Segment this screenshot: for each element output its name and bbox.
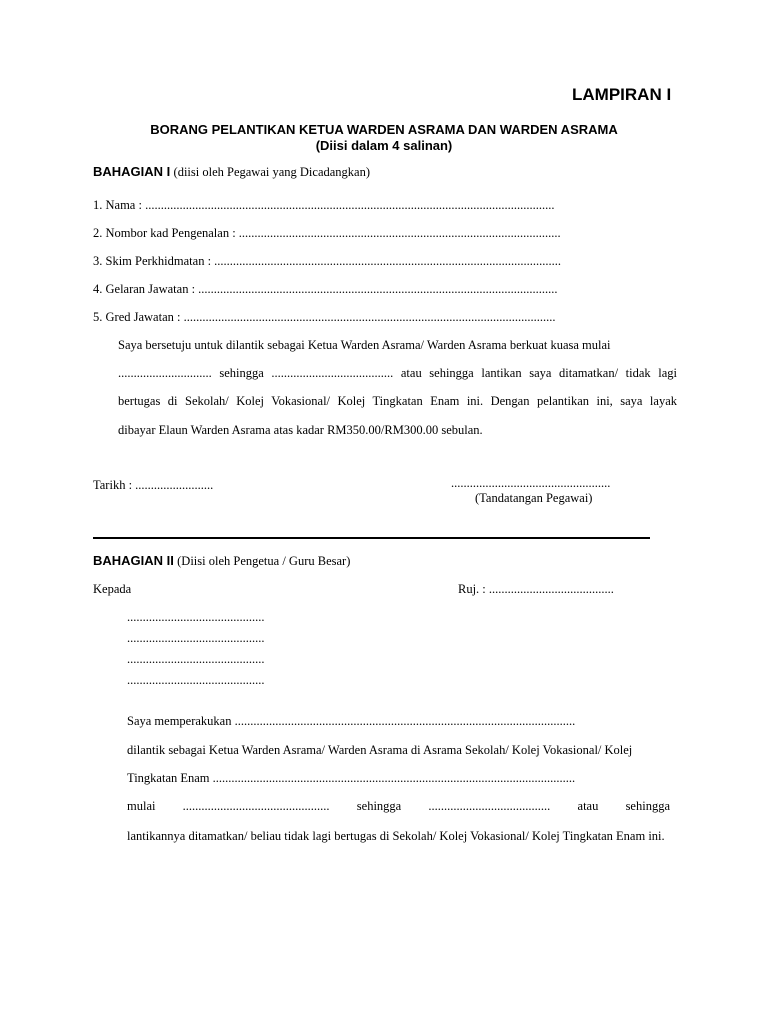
agreement-line-1: Saya bersetuju untuk dilantik sebagai Ketua Warden Asrama/ Warden Asrama berkuat kuasa mulai xyxy=(118,338,611,352)
field-position-title[interactable]: 4. Gelaran Jawatan : ................................................................................................................... xyxy=(93,282,558,296)
part1-heading xyxy=(93,164,370,180)
agreement-line-2[interactable]: .............................. sehingga ....................................... atau sehingga lantikan saya ditamatkan/ tidak lagi xyxy=(118,366,677,380)
to-label: Kepada xyxy=(93,582,132,596)
certify-line[interactable]: Saya memperakukan ............................................................................................................. xyxy=(127,714,576,728)
agreement-line-4: dibayar Elaun Warden Asrama atas kadar RM350.00/RM300.00 sebulan. xyxy=(118,423,483,437)
address-line-3[interactable]: ............................................ xyxy=(127,652,265,666)
form-title-sub: (Diisi dalam 4 salinan) xyxy=(315,138,453,153)
address-line-4[interactable]: ............................................ xyxy=(127,673,265,687)
tingkatan-line[interactable]: Tingkatan Enam .................................................................................................................... xyxy=(127,771,576,785)
date-field[interactable]: Tarikh : ......................... xyxy=(93,478,214,492)
address-line-1[interactable]: ............................................ xyxy=(127,610,265,624)
field-ic-number[interactable]: 2. Nombor kad Pengenalan : ....................................................................................................... xyxy=(93,226,561,240)
field-position-grade[interactable]: 5. Gred Jawatan : ....................................................................................................................... xyxy=(93,310,556,324)
field-name[interactable]: 1. Nama : ................................................................................................................................... xyxy=(93,198,555,212)
address-line-2[interactable]: ............................................ xyxy=(127,631,265,645)
field-service-scheme[interactable]: 3. Skim Perkhidmatan : ............................................................................................................... xyxy=(93,254,562,268)
part2-heading-note: (Diisi oleh Pengetua / Guru Besar) xyxy=(177,554,351,568)
part2-heading xyxy=(93,553,350,569)
part2-heading-label: BAHAGIAN II xyxy=(93,553,174,568)
signature-line[interactable]: ................................................... xyxy=(451,476,611,490)
form-title-main: BORANG PELANTIKAN KETUA WARDEN ASRAMA DAN WARDEN ASRAMA xyxy=(150,122,618,137)
appointed-line: dilantik sebagai Ketua Warden Asrama/ Warden Asrama di Asrama Sekolah/ Kolej Vokasional/ Kolej xyxy=(127,743,633,757)
agreement-line-3: bertugas di Sekolah/ Kolej Vokasional/ Kolej Tingkatan Enam ini. Dengan pelantikan ini, saya layak xyxy=(118,394,677,408)
section-divider xyxy=(93,537,650,539)
ending-line: lantikannya ditamatkan/ beliau tidak lagi bertugas di Sekolah/ Kolej Vokasional/ Kolej Tingkatan Enam ini. xyxy=(127,829,665,843)
form-title xyxy=(0,122,768,154)
signature-label: (Tandatangan Pegawai) xyxy=(475,491,593,505)
part1-heading-label: BAHAGIAN I xyxy=(93,164,171,179)
part1-heading-note: (diisi oleh Pegawai yang Dicadangkan) xyxy=(173,165,370,179)
from-until-line[interactable]: mulai ............................................... sehingga ....................................... atau sehingga xyxy=(127,799,670,813)
reference-field[interactable]: Ruj. : ........................................ xyxy=(458,582,614,596)
appendix-label: LAMPIRAN I xyxy=(572,85,672,104)
